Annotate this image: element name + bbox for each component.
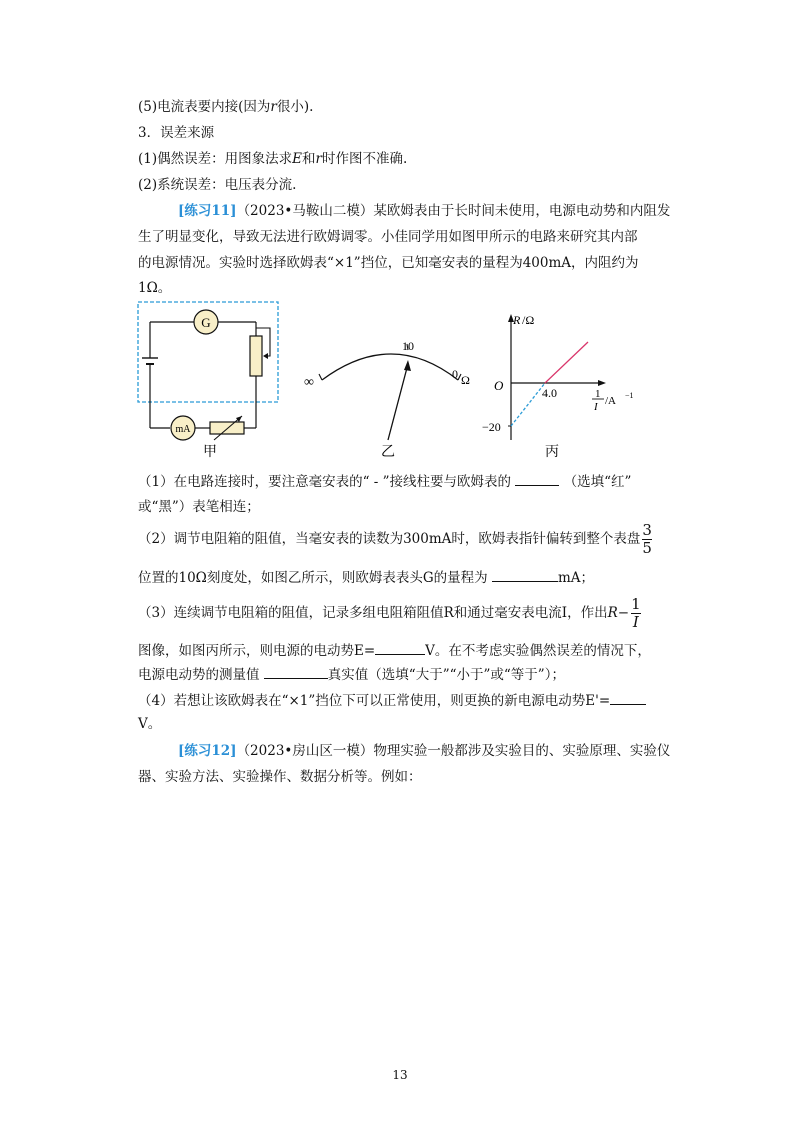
question-1-line-2: 或“黑”）表笔相连； (138, 499, 260, 515)
question-3-line-3: 电源电动势的测量值 真实值（选填“大于”“小于”或“等于”）； (138, 664, 565, 685)
x-axis-label-num: 1 (595, 388, 601, 400)
answer-blank-2[interactable] (492, 567, 558, 582)
y-axis-label-R: R (513, 313, 521, 327)
question-2-line-2: 位置的10Ω刻度处，如图乙所示，则欧姆表表头G的量程为 mA； (138, 567, 594, 588)
question-3-line-2: 图像，如图丙所示，则电源的电动势E= V。在不考虑实验偶然误差的情况下， (138, 640, 651, 661)
y-tick-label: −20 (482, 420, 501, 434)
milliammeter-label: mA (175, 424, 191, 435)
question-2-line-1: （2）调节电阻箱的阻值，当毫安表的读数为300mA时，欧姆表指针偏转到整个表盘 $\frac{3}{5}$ (138, 521, 652, 557)
section-heading-error-sources: 3．误差来源 (138, 125, 215, 141)
error-systematic: (2)系统误差：电压表分流. (138, 177, 297, 193)
question-1-line-1: （1）在电路连接时，要注意毫安表的“ - ”接线柱要与欧姆表的 （选填“红” (138, 471, 631, 492)
question-4-line-1: （4）若想让该欧姆表在“×1”挡位下可以正常使用，则更换的新电源电动势E'= (138, 690, 646, 711)
question-4-line-2: V。 (138, 716, 162, 732)
error-random: (1)偶然误差：用图象法求E和r时作图不准确. (138, 151, 408, 167)
rheostat (250, 336, 262, 376)
exercise-11-line-2: 生了明显变化，导致无法进行欧姆调零。小佳同学用如图甲所示的电路来研究其内部 (138, 229, 638, 245)
exercise-12-line-2: 器、实验方法、实验操作、数据分析等。例如： (138, 769, 422, 785)
dial-mid-label: 10 (402, 339, 414, 353)
answer-blank-1[interactable] (515, 471, 559, 486)
figure-jia-circuit (138, 302, 278, 460)
exercise-12-tag: [练习12] (178, 743, 237, 759)
page-number: 13 (392, 1068, 408, 1082)
figures (130, 298, 690, 468)
dial-arc (322, 354, 458, 380)
dial-needle (388, 364, 408, 440)
origin-label: O (494, 378, 504, 393)
exercise-12-line-1: [练习12]（2023•房山区一模）物理实验一般都涉及实验目的、实验原理、实验仪 (178, 743, 671, 759)
x-axis-label-exp: −1 (625, 391, 634, 400)
fit-line-measured (545, 342, 588, 383)
dial-zero-label: 0 (452, 367, 458, 381)
fit-line-extrapolated (511, 383, 545, 426)
answer-blank-3[interactable] (375, 640, 425, 655)
fraction-one-over-i: $\frac{1}{I}$ (631, 595, 641, 631)
exercise-11-line-4: 1Ω。 (138, 280, 172, 296)
answer-blank-4[interactable] (264, 664, 328, 679)
exercise-11-line-1: [练习11]（2023•马鞍山二模）某欧姆表由于长时间未使用，电源电动势和内阻发 (178, 203, 671, 219)
exercise-11-tag: [练习11] (178, 203, 237, 219)
method-note-5: (5)电流表要内接(因为r很小). (138, 99, 314, 115)
fraction-three-fifths: $\frac{3}{5}$ (642, 521, 652, 557)
x-axis-label-den: I (594, 401, 598, 413)
figure-jia-caption: 甲 (203, 445, 217, 460)
answer-blank-5[interactable] (610, 690, 646, 705)
y-axis-label-unit: /Ω (522, 313, 535, 327)
galvanometer-label: G (201, 315, 211, 330)
dial-infinity-label: ∞ (304, 375, 314, 390)
figure-bing-caption: 丙 (545, 445, 559, 460)
figure-yi-caption: 乙 (381, 445, 395, 460)
resistance-box (210, 422, 244, 434)
x-axis-label-unit: /A (605, 395, 616, 407)
dial-unit-label: Ω (461, 373, 470, 387)
figure-yi-dial (304, 339, 470, 460)
exercise-11-line-3: 的电源情况。实验时选择欧姆表“×1”挡位，已知毫安表的量程为400mA，内阻约为 (138, 255, 639, 271)
question-3-line-1: （3）连续调节电阻箱的阻值，记录多组电阻箱阻值R和通过毫安表电流I，作出R− $\frac{1}{I}$ (138, 595, 641, 631)
figure-bing-graph (482, 313, 634, 460)
x-tick-label: 4.0 (542, 386, 557, 400)
